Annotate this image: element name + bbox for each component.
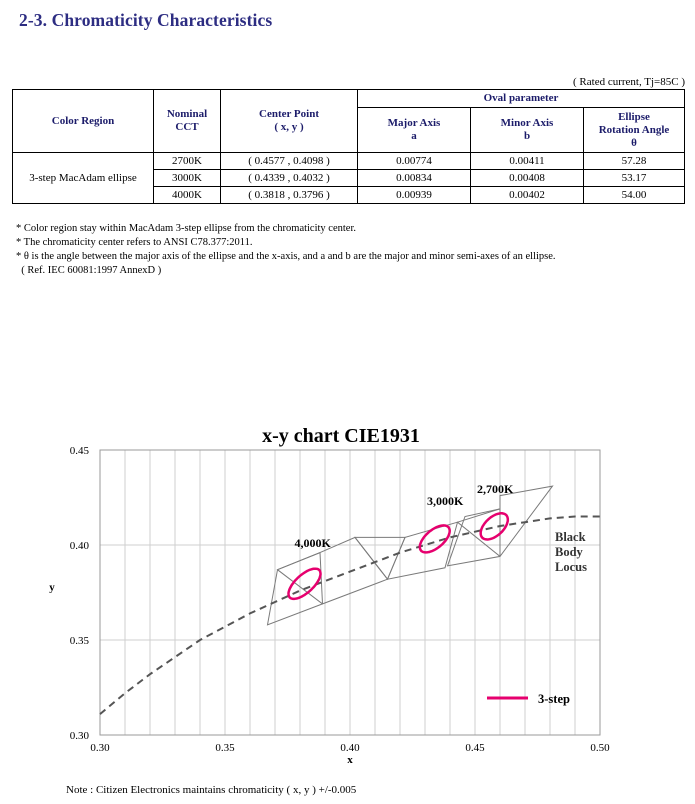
x-axis-label: x [347, 754, 353, 766]
angle-cell: 57.28 [584, 153, 685, 170]
y-tick-label: 0.45 [69, 445, 89, 457]
footnotes [16, 222, 555, 278]
x-tick-label: 0.35 [215, 742, 235, 754]
section-heading: 2-3. Chromaticity Characteristics [19, 10, 273, 30]
rated-current-note: ( Rated current, Tj=85C ) [573, 76, 685, 88]
major-cell: 0.00834 [358, 170, 471, 187]
ansi-bin-quadrangle [268, 553, 323, 625]
header-nominal-cct: Nominal CCT [154, 90, 221, 153]
center-cell: ( 0.3818 , 0.3796 ) [221, 187, 358, 204]
minor-cell: 0.00408 [471, 170, 584, 187]
y-axis-label: y [49, 581, 55, 594]
chromaticity-tolerance-note: Note : Citizen Electronics maintains chromaticity ( x, y ) +/-0.005 [66, 784, 357, 796]
cct-cell: 2700K [154, 153, 221, 170]
ansi-bin-quadrangle [355, 537, 405, 579]
cct-cell: 3000K [154, 170, 221, 187]
y-tick-label: 0.35 [69, 635, 89, 647]
header-ellipse-angle: Ellipse Rotation Angle θ [584, 108, 685, 153]
x-tick-label: 0.40 [340, 742, 360, 754]
footnote: * The chromaticity center refers to ANSI C78.377:2011. [16, 237, 253, 248]
y-tick-label: 0.40 [69, 540, 89, 552]
footnote: * θ is the angle between the major axis of the ellipse and the x-axis, and a and b are the major and minor semi-axes of an ellipse. [16, 251, 556, 262]
table-row [13, 153, 685, 170]
minor-cell: 0.00402 [471, 187, 584, 204]
angle-cell: 54.00 [584, 187, 685, 204]
bin-cct-label: 3,000K [427, 494, 464, 509]
locus-label: Body [555, 545, 583, 559]
header-minor-axis: Minor Axis b [471, 108, 584, 153]
x-tick-label: 0.30 [90, 742, 110, 754]
header-color-region: Color Region [13, 90, 154, 153]
header-oval-parameter: Oval parameter [358, 90, 685, 108]
footnote: * Color region stay within MacAdam 3-step ellipse from the chromaticity center. [16, 223, 356, 234]
region-label-cell: 3-step MacAdam ellipse [13, 153, 154, 204]
minor-cell: 0.00411 [471, 153, 584, 170]
major-cell: 0.00774 [358, 153, 471, 170]
chart-title: x-y chart CIE1931 [262, 425, 420, 447]
footnote: ( Ref. IEC 60081:1997 AnnexD ) [16, 265, 162, 276]
ansi-bin-quadrangle [458, 486, 553, 556]
x-tick-label: 0.45 [465, 742, 485, 754]
header-center-point: Center Point ( x, y ) [221, 90, 358, 153]
legend-label: 3-step [538, 692, 570, 706]
angle-cell: 53.17 [584, 170, 685, 187]
cct-cell: 4000K [154, 187, 221, 204]
chromaticity-table [12, 89, 685, 204]
header-major-axis: Major Axis a [358, 108, 471, 153]
bin-cct-label: 2,700K [477, 481, 514, 496]
bin-cct-label: 4,000K [294, 535, 331, 550]
locus-label: Locus [555, 560, 587, 574]
x-tick-label: 0.50 [590, 742, 610, 754]
locus-label: Black [555, 530, 586, 544]
center-cell: ( 0.4339 , 0.4032 ) [221, 170, 358, 187]
y-tick-label: 0.30 [69, 730, 89, 742]
major-cell: 0.00939 [358, 187, 471, 204]
center-cell: ( 0.4577 , 0.4098 ) [221, 153, 358, 170]
xy-chromaticity-chart [0, 415, 695, 785]
macadam-ellipse [420, 525, 450, 552]
